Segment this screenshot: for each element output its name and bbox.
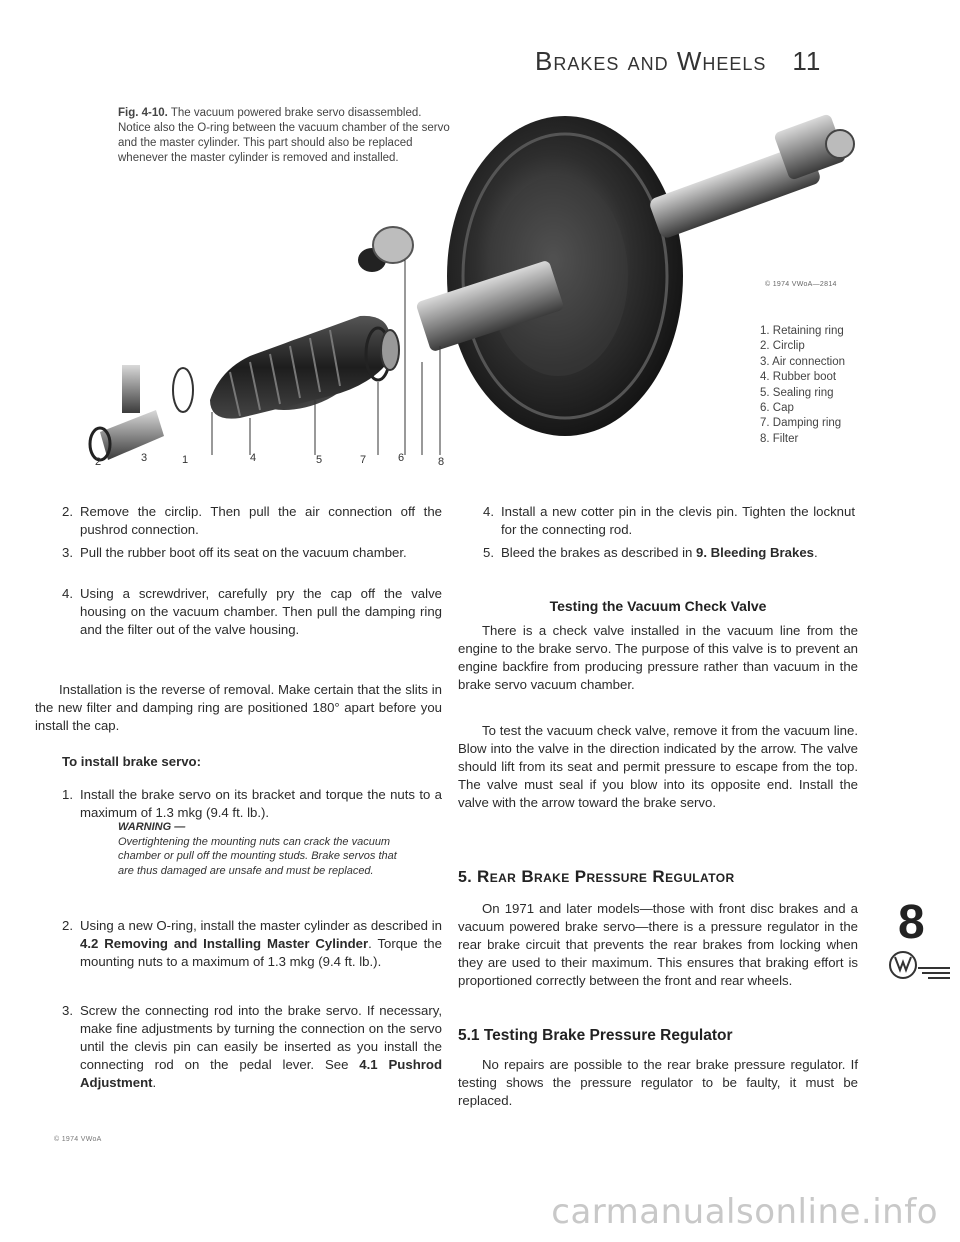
step-number: 1. — [62, 787, 73, 802]
callout-number: 7 — [360, 454, 367, 466]
step-number: 4. — [483, 504, 494, 519]
section-5-heading — [458, 868, 858, 887]
step-text-part: . — [152, 1075, 157, 1090]
figure-caption — [118, 106, 456, 166]
callout-number: 4 — [250, 452, 257, 464]
cross-reference-link[interactable]: 9. Bleeding Brakes — [696, 545, 815, 560]
figure-caption-text: The vacuum powered brake servo disassembled. Notice also the O-ring between the vacuum chamber of the servo and the master cylinder. This part should also be replaced whenever the master cylinder is removed and installed. — [118, 107, 450, 164]
parts-legend — [760, 324, 845, 447]
step-text — [501, 544, 855, 562]
chapter-tab-number: 8 — [898, 896, 925, 949]
callout-number: 5 — [316, 454, 323, 466]
section-title: Rear Brake Pressure Regulator — [477, 867, 735, 886]
header-title: Brakes and Wheels — [535, 46, 767, 76]
step-text: Install the brake servo on its bracket and torque the nuts to a maximum of 1.3 mkg (9.4 ft. lb.). — [80, 787, 442, 820]
subsection-5-1-heading: 5.1 Testing Brake Pressure Regulator — [458, 1027, 733, 1044]
step-text: Remove the circlip. Then pull the air connection off the pushrod connection. — [80, 504, 442, 537]
callout-number: 2 — [95, 456, 102, 468]
callout-number: 3 — [141, 452, 148, 464]
step-number: 2. — [62, 504, 73, 519]
warning-text: Overtightening the mounting nuts can crack the vacuum chamber or pull off the mounting studs. Brake servos that are thus damaged are unsafe and must be replaced. — [118, 835, 397, 877]
step-number: 2. — [62, 918, 73, 933]
check-valve-heading: Testing the Vacuum Check Valve — [549, 598, 767, 614]
watermark: carmanualsonline.info — [551, 1192, 938, 1232]
retaining-ring-shape — [173, 368, 193, 412]
legend-item: 1. Retaining ring — [760, 325, 844, 337]
step-number: 5. — [483, 545, 494, 560]
regulator-paragraph-1: On 1971 and later models—those with front disc brakes and a vacuum powered brake servo—there is a pressure regulator in the rear brake circuit that prevents the rear brakes from locking when they are used to their maximum. This ensures that braking effort is proportioned correctly between the front and rear wheels. — [458, 901, 858, 988]
step-number: 3. — [62, 545, 73, 560]
step-text: Pull the rubber boot off its seat on the vacuum chamber. — [80, 545, 407, 560]
warning-note — [118, 820, 400, 878]
legend-item: 2. Circlip — [760, 340, 805, 353]
damping-ring-shape — [381, 330, 399, 370]
step-text — [80, 1002, 442, 1092]
legend-item: 3. Air connection — [760, 355, 846, 368]
step-text — [80, 917, 442, 971]
figure-copyright: © 1974 VWoA—2814 — [765, 281, 837, 288]
legend-item: 6. Cap — [760, 402, 794, 415]
legend-item: 7. Damping ring — [760, 417, 842, 430]
installation-paragraph: Installation is the reverse of removal. Make certain that the slits in the new filter and damping ring are positioned 180° apart before you install the cap. — [35, 682, 442, 733]
footer-copyright: © 1974 VWoA — [54, 1136, 102, 1143]
filter-shape — [373, 227, 413, 263]
step-number: 4. — [62, 586, 73, 601]
install-brake-servo-heading: To install brake servo: — [62, 754, 202, 769]
step-text: Install a new cotter pin in the clevis pin. Tighten the locknut for the connecting rod. — [501, 504, 855, 537]
step-text-part: Using a new O-ring, install the master cylinder as described in — [80, 918, 442, 933]
figure-label: Fig. 4-10. — [118, 107, 168, 119]
rubber-boot-shape — [210, 316, 390, 425]
regulator-paragraph-2: No repairs are possible to the rear brake pressure regulator. If testing shows the pressure regulator to be faulty, it must be replaced. — [458, 1057, 858, 1108]
check-valve-paragraph-1: There is a check valve installed in the vacuum line from the engine to the brake servo. The purpose of this valve is to prevent an engine backfire from producing pressure rather than vacuum in the brake servo vacuum chamber. — [458, 623, 858, 692]
step-text: Using a screwdriver, carefully pry the cap off the valve housing on the vacuum chamber. Then pull the damping ring and the filter out of the valve housing. — [80, 586, 442, 637]
cross-reference-link[interactable]: 4.2 Removing and Installing Master Cylinder — [80, 936, 369, 951]
callout-number: 1 — [182, 454, 189, 466]
page-header — [535, 46, 875, 77]
legend-item: 5. Sealing ring — [760, 386, 834, 399]
cross-reference-link[interactable]: 4.1 Pushrod Adjustment — [80, 1057, 442, 1090]
page-number: 11 — [792, 46, 822, 76]
callout-number: 6 — [398, 452, 405, 464]
check-valve-paragraph-2: To test the vacuum check valve, remove it from the vacuum line. Blow into the valve in the direction indicated by the arrow. The valve should lift from its seat and permit pressure to escape from the top. The valve must seal if you blow into its opposite end. Install the valve with the arrow toward the brake servo. — [458, 723, 858, 810]
step-text-part: . Torque the mounting nuts to a maximum of 1.3 mkg (9.4 ft. lb.). — [80, 936, 442, 969]
legend-item: 4. Rubber boot — [760, 371, 837, 384]
step-text-part: Bleed the brakes as described in — [501, 545, 696, 560]
step-number: 3. — [62, 1003, 73, 1018]
section-number: 5. — [458, 869, 473, 886]
legend-item: 8. Filter — [760, 432, 799, 445]
vw-logo-icon — [888, 950, 954, 984]
step-text-part: . — [814, 545, 818, 560]
warning-title: WARNING — — [118, 821, 186, 833]
callout-number: 8 — [438, 456, 445, 468]
step-text-part: Screw the connecting rod into the brake servo. If necessary, make fine adjustments by turning the connection on the servo until the clevis pin can easily be inserted as you install the connecting rod on the pedal lever. See — [80, 1003, 442, 1072]
